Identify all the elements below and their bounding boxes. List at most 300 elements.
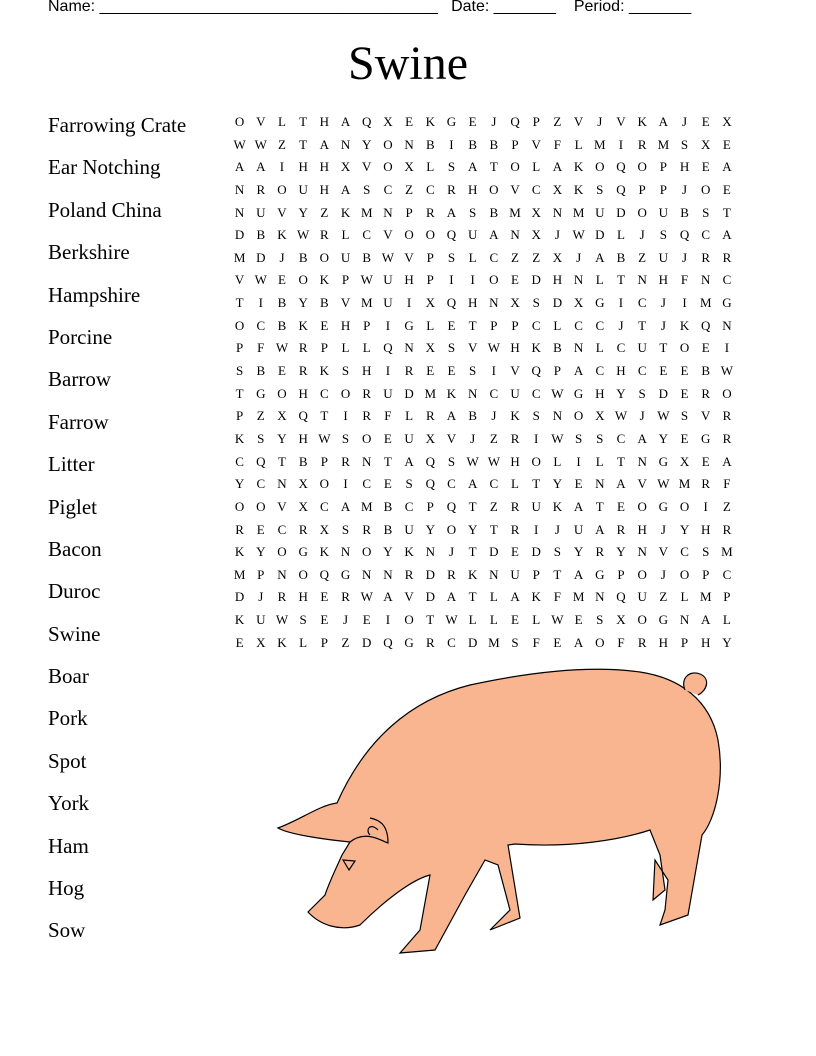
grid-letter[interactable]: G: [595, 566, 605, 582]
grid-letter[interactable]: S: [659, 227, 667, 243]
grid-letter[interactable]: K: [573, 181, 584, 197]
grid-letter[interactable]: K: [552, 498, 563, 514]
grid-letter[interactable]: G: [658, 498, 669, 514]
grid-letter[interactable]: W: [551, 612, 564, 628]
grid-letter[interactable]: K: [319, 272, 330, 288]
grid-letter[interactable]: H: [701, 521, 711, 537]
grid-letter[interactable]: O: [362, 544, 372, 560]
grid-letter[interactable]: N: [467, 385, 478, 401]
grid-letter[interactable]: C: [320, 385, 329, 401]
grid-letter[interactable]: B: [298, 453, 308, 469]
grid-letter[interactable]: B: [425, 136, 435, 152]
grid-letter[interactable]: O: [637, 612, 647, 628]
grid-letter[interactable]: F: [257, 340, 265, 356]
grid-letter[interactable]: H: [298, 385, 308, 401]
grid-letter[interactable]: I: [618, 295, 624, 311]
grid-letter[interactable]: T: [235, 295, 244, 311]
grid-letter[interactable]: X: [595, 408, 605, 424]
grid-letter[interactable]: A: [467, 159, 478, 175]
grid-letter[interactable]: E: [680, 385, 689, 401]
grid-letter[interactable]: S: [299, 612, 307, 628]
grid-letter[interactable]: C: [616, 430, 626, 446]
grid-letter[interactable]: H: [467, 295, 478, 311]
grid-letter[interactable]: T: [277, 453, 286, 469]
grid-letter[interactable]: N: [234, 181, 245, 197]
grid-letter[interactable]: H: [616, 363, 626, 379]
grid-letter[interactable]: T: [638, 317, 647, 333]
grid-letter[interactable]: L: [341, 227, 350, 243]
grid-letter[interactable]: M: [360, 204, 373, 220]
grid-letter[interactable]: K: [425, 114, 435, 129]
grid-letter[interactable]: N: [362, 566, 372, 582]
grid-letter[interactable]: W: [318, 430, 331, 446]
grid-letter[interactable]: N: [637, 272, 647, 288]
grid-letter[interactable]: C: [256, 317, 266, 333]
grid-letter[interactable]: Q: [383, 634, 393, 650]
grid-letter[interactable]: O: [531, 453, 541, 469]
grid-letter[interactable]: O: [362, 430, 372, 446]
grid-letter[interactable]: X: [552, 249, 563, 265]
grid-letter[interactable]: A: [446, 408, 457, 424]
grid-letter[interactable]: N: [234, 204, 245, 220]
grid-letter[interactable]: N: [277, 476, 287, 492]
grid-letter[interactable]: Y: [425, 521, 435, 537]
grid-letter[interactable]: S: [447, 159, 456, 175]
grid-letter[interactable]: P: [511, 136, 519, 152]
grid-letter[interactable]: J: [554, 227, 560, 243]
grid-letter[interactable]: R: [701, 385, 711, 401]
grid-letter[interactable]: C: [531, 181, 541, 197]
grid-letter[interactable]: U: [404, 430, 414, 446]
grid-letter[interactable]: M: [488, 634, 500, 650]
grid-letter[interactable]: P: [405, 204, 413, 220]
grid-letter[interactable]: S: [532, 408, 540, 424]
grid-letter[interactable]: Q: [298, 408, 308, 424]
grid-letter[interactable]: Z: [277, 136, 286, 152]
grid-letter[interactable]: S: [447, 340, 456, 356]
grid-letter[interactable]: X: [722, 114, 732, 129]
grid-letter[interactable]: O: [595, 159, 605, 175]
grid-letter[interactable]: X: [319, 521, 330, 537]
grid-letter[interactable]: P: [723, 589, 731, 605]
grid-letter[interactable]: P: [341, 272, 350, 288]
grid-letter[interactable]: U: [510, 566, 520, 582]
grid-letter[interactable]: P: [702, 566, 710, 582]
grid-letter[interactable]: E: [701, 159, 710, 175]
grid-letter[interactable]: M: [721, 544, 733, 560]
grid-letter[interactable]: W: [360, 272, 373, 288]
grid-letter[interactable]: A: [340, 181, 351, 197]
grid-letter[interactable]: P: [257, 566, 265, 582]
grid-letter[interactable]: W: [297, 227, 310, 243]
grid-letter[interactable]: X: [340, 159, 351, 175]
grid-letter[interactable]: A: [340, 498, 351, 514]
grid-letter[interactable]: V: [658, 544, 669, 560]
grid-letter[interactable]: N: [340, 136, 351, 152]
grid-letter[interactable]: N: [573, 272, 584, 288]
grid-letter[interactable]: T: [489, 521, 498, 537]
grid-letter[interactable]: W: [275, 612, 289, 628]
grid-letter[interactable]: I: [385, 317, 391, 333]
grid-letter[interactable]: P: [235, 340, 244, 356]
grid-letter[interactable]: P: [659, 159, 667, 175]
grid-letter[interactable]: C: [574, 317, 583, 333]
grid-letter[interactable]: W: [720, 363, 734, 379]
grid-letter[interactable]: V: [277, 204, 287, 220]
grid-letter[interactable]: N: [404, 136, 414, 152]
grid-letter[interactable]: G: [658, 453, 669, 469]
grid-letter[interactable]: R: [510, 430, 520, 446]
grid-letter[interactable]: N: [679, 612, 690, 628]
grid-letter[interactable]: E: [383, 430, 392, 446]
grid-letter[interactable]: A: [701, 612, 711, 628]
grid-letter[interactable]: A: [319, 136, 330, 152]
grid-letter[interactable]: S: [702, 204, 710, 220]
grid-letter[interactable]: S: [511, 634, 519, 650]
grid-letter[interactable]: T: [383, 453, 392, 469]
grid-letter[interactable]: E: [574, 476, 583, 492]
grid-letter[interactable]: D: [425, 566, 435, 582]
grid-letter[interactable]: B: [256, 363, 266, 379]
grid-letter[interactable]: T: [616, 272, 625, 288]
grid-letter[interactable]: H: [595, 385, 605, 401]
grid-letter[interactable]: V: [573, 114, 584, 129]
grid-letter[interactable]: M: [233, 566, 246, 582]
grid-letter[interactable]: O: [298, 272, 308, 288]
grid-letter[interactable]: V: [510, 363, 520, 379]
grid-letter[interactable]: C: [277, 521, 287, 537]
grid-letter[interactable]: G: [595, 295, 605, 311]
grid-letter[interactable]: C: [362, 227, 372, 243]
grid-letter[interactable]: A: [573, 498, 584, 514]
grid-letter[interactable]: L: [616, 227, 625, 243]
grid-letter[interactable]: H: [510, 453, 520, 469]
grid-letter[interactable]: N: [573, 340, 584, 356]
grid-letter[interactable]: P: [320, 634, 328, 650]
grid-letter[interactable]: J: [448, 544, 454, 560]
grid-letter[interactable]: X: [425, 340, 435, 356]
grid-letter[interactable]: W: [657, 408, 670, 424]
grid-letter[interactable]: H: [658, 634, 669, 650]
grid-letter[interactable]: E: [680, 430, 689, 446]
grid-letter[interactable]: R: [298, 521, 308, 537]
grid-letter[interactable]: A: [573, 566, 584, 582]
grid-letter[interactable]: Z: [341, 634, 350, 650]
grid-letter[interactable]: H: [404, 272, 414, 288]
grid-letter[interactable]: A: [467, 476, 478, 492]
grid-letter[interactable]: O: [319, 249, 330, 265]
grid-letter[interactable]: N: [404, 340, 414, 356]
grid-letter[interactable]: S: [469, 363, 477, 379]
grid-letter[interactable]: A: [573, 363, 584, 379]
grid-letter[interactable]: N: [552, 408, 563, 424]
grid-letter[interactable]: N: [425, 544, 435, 560]
grid-letter[interactable]: S: [532, 295, 540, 311]
grid-letter[interactable]: C: [637, 363, 647, 379]
grid-letter[interactable]: E: [468, 114, 477, 129]
grid-letter[interactable]: E: [320, 612, 329, 628]
grid-letter[interactable]: Z: [489, 498, 498, 514]
grid-letter[interactable]: O: [383, 136, 393, 152]
grid-letter[interactable]: C: [489, 249, 499, 265]
grid-letter[interactable]: D: [531, 272, 541, 288]
grid-letter[interactable]: T: [553, 566, 562, 582]
grid-letter[interactable]: Y: [383, 544, 393, 560]
grid-letter[interactable]: Q: [446, 227, 457, 243]
grid-letter[interactable]: P: [511, 317, 519, 333]
grid-letter[interactable]: W: [487, 340, 500, 356]
grid-letter[interactable]: Q: [701, 317, 711, 333]
grid-letter[interactable]: G: [340, 566, 351, 582]
grid-letter[interactable]: C: [383, 181, 393, 197]
grid-letter[interactable]: W: [445, 612, 458, 628]
grid-letter[interactable]: U: [531, 498, 541, 514]
grid-letter[interactable]: E: [383, 476, 392, 492]
grid-letter[interactable]: H: [319, 181, 330, 197]
grid-letter[interactable]: B: [553, 340, 562, 356]
grid-letter[interactable]: X: [573, 295, 584, 311]
grid-letter[interactable]: V: [256, 114, 266, 129]
grid-letter[interactable]: C: [722, 272, 732, 288]
grid-letter[interactable]: Q: [425, 453, 435, 469]
grid-letter[interactable]: V: [531, 136, 541, 152]
grid-letter[interactable]: O: [340, 385, 351, 401]
grid-letter[interactable]: Q: [531, 363, 541, 379]
grid-letter[interactable]: H: [319, 114, 330, 129]
grid-letter[interactable]: I: [343, 476, 348, 492]
grid-letter[interactable]: W: [381, 249, 395, 265]
grid-letter[interactable]: O: [510, 159, 520, 175]
grid-letter[interactable]: I: [618, 136, 624, 152]
grid-letter[interactable]: F: [532, 634, 540, 650]
grid-letter[interactable]: R: [277, 589, 287, 605]
grid-letter[interactable]: V: [234, 272, 245, 288]
grid-letter[interactable]: J: [258, 589, 264, 605]
grid-letter[interactable]: E: [511, 272, 519, 288]
grid-letter[interactable]: V: [616, 114, 626, 129]
grid-letter[interactable]: X: [531, 227, 541, 243]
grid-letter[interactable]: U: [637, 589, 647, 605]
grid-letter[interactable]: Z: [722, 498, 731, 514]
grid-letter[interactable]: U: [298, 181, 308, 197]
grid-letter[interactable]: I: [724, 340, 730, 356]
grid-letter[interactable]: R: [341, 453, 350, 469]
grid-letter[interactable]: J: [470, 430, 476, 446]
grid-letter[interactable]: R: [637, 136, 647, 152]
grid-letter[interactable]: X: [679, 453, 690, 469]
grid-letter[interactable]: B: [468, 408, 477, 424]
grid-letter[interactable]: X: [298, 498, 308, 514]
grid-letter[interactable]: I: [258, 295, 263, 311]
grid-letter[interactable]: W: [466, 453, 479, 469]
grid-letter[interactable]: F: [553, 589, 562, 605]
grid-letter[interactable]: Y: [573, 544, 584, 560]
grid-letter[interactable]: O: [722, 385, 732, 401]
grid-letter[interactable]: X: [404, 159, 414, 175]
grid-letter[interactable]: G: [298, 544, 308, 560]
grid-letter[interactable]: T: [722, 204, 731, 220]
grid-letter[interactable]: Q: [425, 476, 435, 492]
grid-letter[interactable]: X: [510, 295, 520, 311]
grid-letter[interactable]: U: [404, 521, 414, 537]
grid-letter[interactable]: G: [404, 634, 414, 650]
grid-letter[interactable]: Y: [467, 521, 478, 537]
grid-letter[interactable]: I: [534, 521, 539, 537]
grid-letter[interactable]: Y: [277, 430, 287, 446]
grid-letter[interactable]: R: [362, 385, 372, 401]
grid-letter[interactable]: K: [277, 634, 287, 650]
grid-letter[interactable]: B: [277, 295, 287, 311]
grid-letter[interactable]: X: [701, 136, 711, 152]
grid-letter[interactable]: C: [637, 295, 647, 311]
grid-letter[interactable]: H: [679, 159, 690, 175]
grid-letter[interactable]: C: [595, 363, 605, 379]
grid-letter[interactable]: J: [491, 114, 497, 129]
grid-letter[interactable]: C: [404, 498, 414, 514]
grid-letter[interactable]: X: [531, 204, 541, 220]
grid-letter[interactable]: G: [722, 295, 732, 311]
grid-letter[interactable]: R: [341, 589, 350, 605]
grid-letter[interactable]: G: [573, 385, 584, 401]
grid-letter[interactable]: C: [425, 181, 435, 197]
name-field[interactable]: Name: ______________________________________: [48, 0, 438, 15]
grid-letter[interactable]: Q: [319, 566, 330, 582]
grid-letter[interactable]: K: [573, 159, 584, 175]
grid-letter[interactable]: Z: [638, 249, 647, 265]
grid-letter[interactable]: S: [257, 430, 265, 446]
grid-letter[interactable]: A: [722, 227, 732, 243]
grid-letter[interactable]: J: [660, 295, 666, 311]
grid-letter[interactable]: J: [279, 249, 285, 265]
grid-letter[interactable]: L: [426, 317, 435, 333]
grid-letter[interactable]: S: [680, 136, 689, 152]
grid-letter[interactable]: L: [468, 612, 477, 628]
grid-letter[interactable]: R: [595, 544, 605, 560]
grid-letter[interactable]: A: [637, 430, 647, 446]
grid-letter[interactable]: N: [637, 453, 647, 469]
grid-letter[interactable]: X: [277, 408, 287, 424]
grid-letter[interactable]: U: [658, 204, 669, 220]
grid-letter[interactable]: E: [616, 498, 625, 514]
grid-letter[interactable]: W: [551, 430, 564, 446]
grid-letter[interactable]: R: [362, 521, 372, 537]
grid-letter[interactable]: U: [383, 272, 393, 288]
grid-letter[interactable]: P: [532, 114, 540, 129]
grid-letter[interactable]: R: [298, 340, 308, 356]
grid-letter[interactable]: K: [446, 385, 457, 401]
grid-letter[interactable]: J: [554, 521, 560, 537]
grid-letter[interactable]: G: [404, 317, 414, 333]
grid-letter[interactable]: L: [532, 612, 541, 628]
grid-letter[interactable]: T: [659, 340, 668, 356]
grid-letter[interactable]: T: [489, 159, 498, 175]
grid-letter[interactable]: B: [468, 136, 477, 152]
grid-letter[interactable]: T: [468, 589, 477, 605]
grid-letter[interactable]: L: [511, 476, 519, 492]
grid-letter[interactable]: U: [383, 295, 393, 311]
grid-letter[interactable]: O: [489, 272, 499, 288]
grid-letter[interactable]: V: [340, 295, 351, 311]
grid-letter[interactable]: M: [594, 136, 606, 152]
grid-letter[interactable]: Q: [616, 159, 626, 175]
grid-letter[interactable]: O: [679, 498, 690, 514]
grid-letter[interactable]: E: [722, 136, 731, 152]
grid-letter[interactable]: P: [235, 408, 244, 424]
grid-letter[interactable]: H: [552, 272, 563, 288]
grid-letter[interactable]: R: [701, 476, 711, 492]
grid-letter[interactable]: J: [660, 521, 666, 537]
grid-letter[interactable]: M: [699, 589, 712, 605]
grid-letter[interactable]: P: [490, 317, 498, 333]
grid-letter[interactable]: R: [404, 363, 414, 379]
grid-letter[interactable]: O: [637, 159, 647, 175]
grid-letter[interactable]: R: [447, 181, 456, 197]
grid-letter[interactable]: I: [703, 498, 708, 514]
grid-letter[interactable]: L: [341, 340, 350, 356]
grid-letter[interactable]: C: [680, 544, 689, 560]
grid-letter[interactable]: O: [256, 498, 266, 514]
grid-letter[interactable]: P: [680, 634, 689, 650]
grid-letter[interactable]: W: [254, 136, 267, 152]
grid-letter[interactable]: Y: [679, 521, 690, 537]
grid-letter[interactable]: R: [298, 363, 308, 379]
grid-letter[interactable]: C: [362, 476, 372, 492]
grid-letter[interactable]: W: [572, 227, 585, 243]
grid-letter[interactable]: N: [340, 544, 351, 560]
grid-letter[interactable]: Y: [552, 476, 563, 492]
grid-letter[interactable]: C: [722, 566, 732, 582]
grid-letter[interactable]: E: [256, 521, 265, 537]
grid-letter[interactable]: Z: [256, 408, 265, 424]
grid-letter[interactable]: F: [553, 136, 562, 152]
grid-letter[interactable]: I: [470, 272, 475, 288]
grid-letter[interactable]: J: [639, 227, 645, 243]
grid-letter[interactable]: S: [447, 249, 456, 265]
grid-letter[interactable]: R: [637, 634, 647, 650]
grid-letter[interactable]: O: [319, 476, 330, 492]
grid-letter[interactable]: B: [383, 521, 393, 537]
grid-letter[interactable]: L: [362, 340, 371, 356]
grid-letter[interactable]: S: [638, 385, 646, 401]
grid-letter[interactable]: E: [701, 453, 710, 469]
grid-letter[interactable]: E: [680, 363, 689, 379]
grid-letter[interactable]: O: [637, 566, 647, 582]
grid-letter[interactable]: W: [657, 476, 670, 492]
grid-letter[interactable]: H: [510, 340, 520, 356]
grid-letter[interactable]: P: [320, 340, 328, 356]
grid-letter[interactable]: I: [279, 159, 285, 175]
grid-letter[interactable]: M: [360, 295, 373, 311]
grid-letter[interactable]: E: [277, 272, 286, 288]
grid-letter[interactable]: L: [553, 453, 562, 469]
grid-letter[interactable]: O: [234, 498, 245, 514]
grid-letter[interactable]: A: [446, 204, 457, 220]
grid-letter[interactable]: K: [531, 340, 541, 356]
grid-letter[interactable]: P: [638, 181, 646, 197]
grid-letter[interactable]: V: [277, 498, 287, 514]
grid-letter[interactable]: A: [722, 159, 732, 175]
grid-letter[interactable]: R: [425, 408, 435, 424]
grid-letter[interactable]: J: [660, 566, 666, 582]
grid-letter[interactable]: Q: [383, 340, 393, 356]
grid-letter[interactable]: A: [446, 589, 457, 605]
grid-letter[interactable]: F: [723, 476, 731, 492]
grid-letter[interactable]: K: [234, 612, 245, 628]
grid-letter[interactable]: I: [385, 363, 391, 379]
grid-letter[interactable]: Y: [298, 295, 308, 311]
grid-letter[interactable]: C: [320, 498, 329, 514]
grid-letter[interactable]: D: [234, 589, 245, 605]
